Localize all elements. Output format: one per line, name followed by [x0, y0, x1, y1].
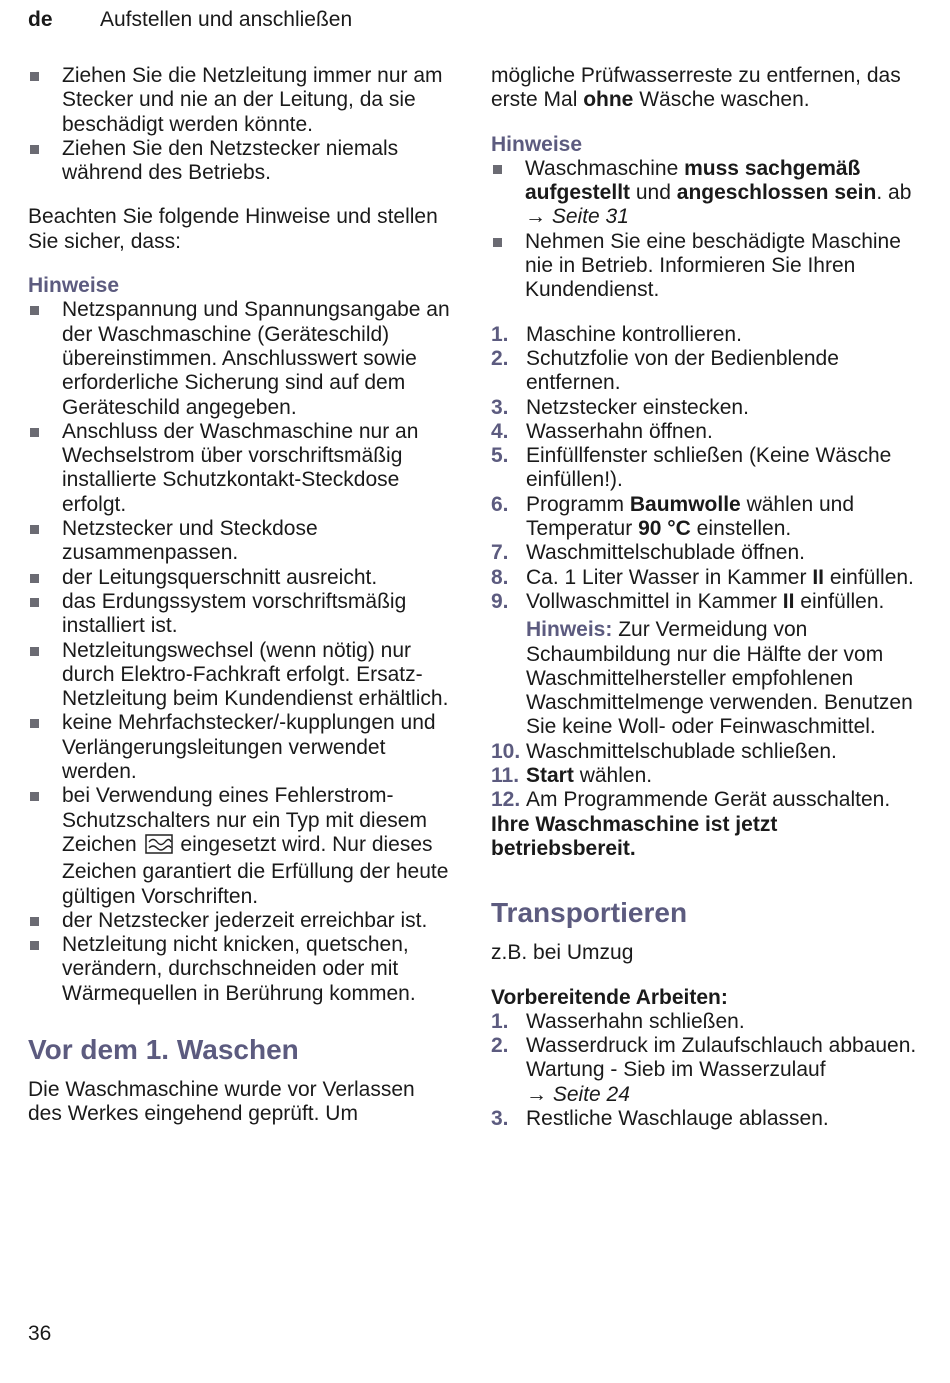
list-item: Netzspannung und Spannungsangabe an der Waschmaschine (Geräteschild) übereinstimmen. Anschlusswert sowie erforderliche Sicherung sind auf dem Geräteschild angegeben.: [28, 298, 453, 419]
intro-text: Beachten Sie folgende Hinweise und stellen Sie sicher, dass:: [28, 205, 438, 253]
prep-steps: [491, 1010, 921, 1131]
list-item: der Netzstecker jederzeit erreichbar ist.: [28, 909, 453, 933]
page-reference-link[interactable]: Seite 31: [551, 205, 629, 229]
bullet-square-icon: [493, 165, 502, 174]
bullet-square-icon: [30, 792, 39, 801]
bullet-square-icon: [30, 719, 39, 728]
safety-list: [28, 64, 453, 185]
list-item: keine Mehrfachstecker/-kupplungen und Verlängerungsleitungen verwendet werden.: [28, 711, 453, 784]
right-column: [491, 64, 921, 1131]
bullet-square-icon: [30, 306, 39, 315]
section-text: Die Waschmaschine wurde vor Verlassen des Werkes eingehend geprüft. Um: [28, 1077, 415, 1126]
list-item: Ziehen Sie den Netzstecker niemals während des Betriebs.: [28, 137, 453, 186]
arrow-right-icon: →: [526, 1082, 547, 1106]
list-item: bei Verwendung eines Fehlerstrom-Schutzschalters nur ein Typ mit diesem Zeichen eingesetzt wird. Nur dieses Zeichen garantiert die Erfüllung der heute gültigen Vorschriften.: [28, 784, 453, 908]
bullet-square-icon: [30, 917, 39, 926]
bullet-square-icon: [30, 428, 39, 437]
left-column: [28, 64, 453, 1127]
list-item: Netzstecker und Steckdose zusammenpassen.: [28, 517, 453, 566]
list-item: 2. Wasserdruck im Zulaufschlauch abbauen. Wartung - Sieb im Wasserzulauf → Seite 24: [491, 1034, 921, 1107]
prep-heading: Vorbereitende Arbeiten:: [491, 985, 728, 1009]
bullet-square-icon: [30, 574, 39, 583]
bullet-square-icon: [30, 72, 39, 81]
bullet-square-icon: [30, 598, 39, 607]
list-item: 4. Wasserhahn öffnen.: [491, 419, 713, 443]
list-item: 3. Netzstecker einstecken.: [491, 395, 749, 419]
transport-subtitle: z.B. bei Umzug: [491, 941, 634, 965]
hints-heading: Hinweise: [491, 132, 583, 156]
header-title: Aufstellen und anschließen: [100, 8, 353, 31]
list-item: 1. Wasserhahn schließen.: [491, 1009, 745, 1033]
list-item: 11. Start wählen.: [491, 764, 653, 788]
hints-heading: Hinweise: [28, 274, 120, 298]
list-item: 12. Am Programmende Gerät ausschalten.: [491, 788, 891, 812]
section-title-transport: Transportieren: [491, 897, 688, 929]
header-lang: de: [28, 8, 53, 31]
list-item: Anschluss der Waschmaschine nur an Wechselstrom über vorschriftsmäßig installierte Schutzkontakt-Steckdose erfolgt.: [28, 420, 453, 517]
list-item: 6. Programm Baumwolle wählen und Temperatur 90 °C einstellen.: [491, 492, 854, 541]
list-item: 5. Einfüllfenster schließen (Keine Wäsche einfüllen!).: [491, 444, 892, 492]
ready-note: Ihre Waschmaschine ist jetzt betriebsbereit.: [491, 812, 778, 860]
hints-list: [28, 298, 453, 1006]
bullet-square-icon: [30, 145, 39, 154]
list-item: Ziehen Sie die Netzleitung immer nur am Stecker und nie an der Leitung, da sie beschädigt werden könnte.: [28, 64, 453, 137]
continuation-text: mögliche Prüfwasserreste zu entfernen, das erste Mal ohne Wäsche waschen.: [491, 64, 901, 112]
list-item: 7. Waschmittelschublade öffnen.: [491, 541, 805, 565]
rcd-type-icon: [145, 834, 173, 860]
list-item: 9. Vollwaschmittel in Kammer II einfüllen. Hinweis: Zur Vermeidung von Schaumbildung nur die Hälfte der vom Waschmittelhersteller empfohlenen Waschmittelmenge verwenden. Benutzen Sie keine Woll- oder Feinwaschmittel.: [491, 590, 921, 740]
arrow-right-icon: →: [525, 205, 546, 229]
list-item: 2. Schutzfolie von der Bedienblende entfernen.: [491, 346, 839, 395]
page-number: 36: [28, 1322, 52, 1345]
step-sub-text: Wartung - Sieb im Wasserzulauf → Seite 24: [526, 1058, 826, 1106]
step-note: Hinweis: Zur Vermeidung von Schaumbildung nur die Hälfte der vom Waschmittelhersteller empfohlenen Waschmittelmenge verwenden. Benutzen Sie keine Woll- oder Feinwaschmittel.: [526, 618, 913, 739]
bullet-square-icon: [30, 941, 39, 950]
list-item: 8. Ca. 1 Liter Wasser in Kammer II einfüllen.: [491, 565, 914, 589]
page-reference-link[interactable]: Seite 24: [552, 1082, 630, 1106]
list-item: 10. Waschmittelschublade schließen.: [491, 739, 837, 763]
list-item: Netzleitung nicht knicken, quetschen, verändern, durchschneiden oder mit Wärmequellen in Berührung kommen.: [28, 933, 453, 1006]
hints-list: [491, 157, 921, 303]
list-item: 3. Restliche Waschlauge ablassen.: [491, 1106, 829, 1130]
list-item: 1. Maschine kontrollieren.: [491, 322, 742, 346]
bullet-square-icon: [30, 647, 39, 656]
bullet-square-icon: [30, 525, 39, 534]
section-title-first-wash: Vor dem 1. Waschen: [28, 1033, 299, 1065]
list-item: Nehmen Sie eine beschädigte Maschine nie in Betrieb. Informieren Sie Ihren Kundendienst.: [491, 230, 921, 303]
setup-steps: [491, 323, 921, 813]
list-item: Waschmaschine muss sachgemäß aufgestellt und angeschlossen sein. ab → Seite 31: [491, 157, 921, 230]
bullet-square-icon: [493, 238, 502, 247]
list-item: der Leitungsquerschnitt ausreicht.: [28, 566, 453, 590]
list-item: Netzleitungswechsel (wenn nötig) nur durch Elektro-Fachkraft erfolgt. Ersatz-Netzleitung beim Kundendienst erhältlich.: [28, 639, 453, 712]
list-item: das Erdungssystem vorschriftsmäßig installiert ist.: [28, 590, 453, 639]
